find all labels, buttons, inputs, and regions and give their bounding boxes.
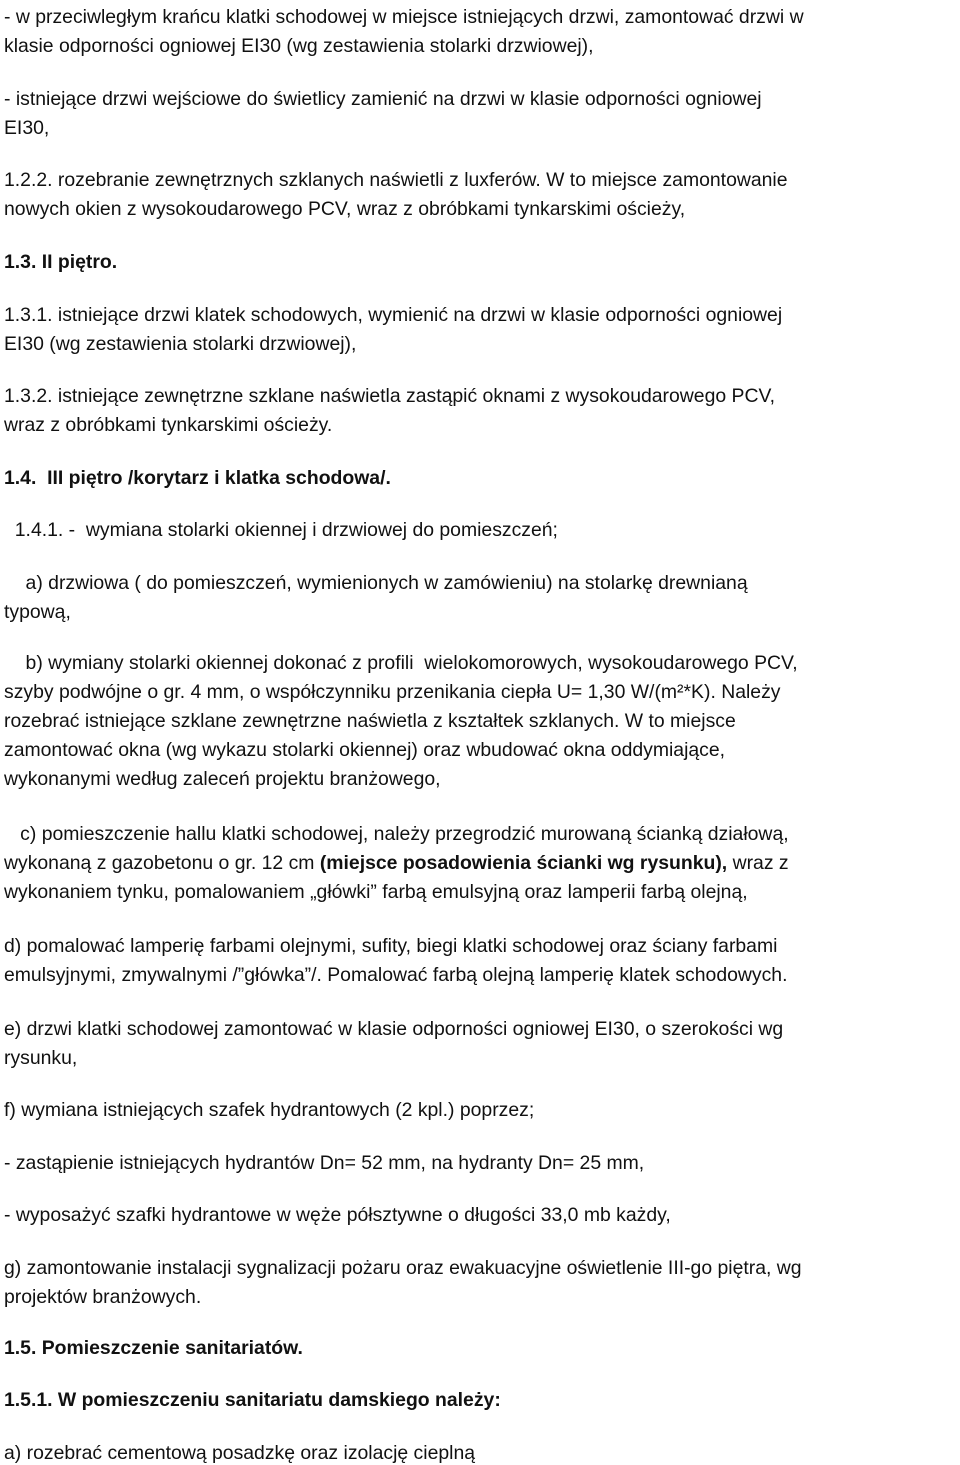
- text-segment: wykonanymi według zaleceń projektu branżowego,: [4, 768, 441, 790]
- text-segment: c) pomieszczenie hallu klatki schodowej, należy przegrodzić murowaną ścianką działową,: [4, 823, 789, 845]
- text-line: [4, 384, 775, 408]
- text-line: [4, 250, 117, 274]
- text-segment: wraz z obróbkami tynkarskimi ościeży.: [4, 414, 333, 436]
- text-line: [4, 1046, 77, 1070]
- text-segment: nowych okien z wysokoudarowego PCV, wraz z obróbkami tynkarskimi ościeży,: [4, 198, 686, 220]
- text-segment: f) wymiana istniejących szafek hydrantowych (2 kpl.) poprzez;: [4, 1099, 535, 1121]
- text-line: [4, 1388, 501, 1412]
- text-line: [4, 332, 356, 356]
- text-line: [4, 851, 789, 875]
- text-segment: - w przeciwległym krańcu klatki schodowej w miejsce istniejących drzwi, zamontować drzwi w: [4, 6, 804, 28]
- text-segment: 1.3.2. istniejące zewnętrzne szklane naświetla zastąpić oknami z wysokoudarowego PCV,: [4, 385, 776, 407]
- text-line: [4, 1285, 201, 1309]
- text-line: [4, 571, 748, 595]
- text-segment: wraz z: [727, 852, 789, 874]
- text-line: [4, 880, 748, 904]
- text-segment: e) drzwi klatki schodowej zamontować w klasie odporności ogniowej EI30, o szerokości wg: [4, 1018, 784, 1040]
- text-segment: emulsyjnymi, zmywalnymi /”główka”/. Pomalować farbą olejną lamperię klatek schodowych.: [4, 964, 788, 986]
- text-segment: d) pomalować lamperię farbami olejnymi, sufity, biegi klatki schodowej oraz ściany farbami: [4, 935, 778, 957]
- text-line: [4, 116, 49, 140]
- text-segment: - wyposażyć szafki hydrantowe w węże półsztywne o długości 33,0 mb każdy,: [4, 1204, 671, 1226]
- text-line: [4, 303, 782, 327]
- text-line: [4, 197, 685, 221]
- text-segment: a) rozebrać cementową posadzkę oraz izolację cieplną: [4, 1442, 476, 1464]
- text-line: [4, 518, 558, 542]
- text-line: [4, 600, 71, 624]
- text-line: [4, 5, 804, 29]
- text-line: [4, 413, 332, 437]
- text-segment: wykonaniem tynku, pomalowaniem „główki” farbą emulsyjną oraz lamperii farbą olejną,: [4, 881, 748, 903]
- text-line: [4, 963, 787, 987]
- text-segment: zamontować okna (wg wykazu stolarki okiennej) oraz wbudować okna oddymiające,: [4, 739, 726, 761]
- text-line: [4, 87, 762, 111]
- text-line: [4, 1336, 303, 1360]
- text-line: [4, 934, 777, 958]
- text-segment: g) zamontowanie instalacji sygnalizacji pożaru oraz ewakuacyjne oświetlenie III-go piętra, wg: [4, 1257, 802, 1279]
- text-segment: szyby podwójne o gr. 4 mm, o współczynniku przenikania ciepła U= 1,30 W/(m²*K). Należy: [4, 681, 781, 703]
- text-segment: EI30,: [4, 117, 50, 139]
- text-segment: b) wymiany stolarki okiennej dokonać z profili wielokomorowych, wysokoudarowego PCV,: [4, 652, 798, 674]
- text-segment: 1.2.2. rozebranie zewnętrznych szklanych naświetli z luxferów. W to miejsce zamontowanie: [4, 169, 788, 191]
- text-line: [4, 168, 788, 192]
- text-segment: - zastąpienie istniejących hydrantów Dn= 52 mm, na hydranty Dn= 25 mm,: [4, 1152, 645, 1174]
- text-segment: typową,: [4, 601, 71, 623]
- text-line: [4, 738, 725, 762]
- text-segment: 1.4.1. - wymiana stolarki okiennej i drzwiowej do pomieszczeń;: [4, 519, 558, 541]
- text-line: [4, 1441, 475, 1465]
- text-segment: a) drzwiowa ( do pomieszczeń, wymienionych w zamówieniu) na stolarkę drewnianą: [4, 572, 748, 594]
- text-segment: 1.3.1. istniejące drzwi klatek schodowych, wymienić na drzwi w klasie odporności ogniowej: [4, 304, 783, 326]
- text-segment: projektów branżowych.: [4, 1286, 202, 1308]
- bold-text: 1.3. II piętro.: [4, 251, 118, 273]
- text-segment: EI30 (wg zestawienia stolarki drzwiowej),: [4, 333, 357, 355]
- text-line: [4, 680, 781, 704]
- text-line: [4, 1203, 671, 1227]
- text-segment: - istniejące drzwi wejściowe do świetlicy zamienić na drzwi w klasie odporności ogniowej: [4, 88, 762, 110]
- text-line: [4, 1017, 783, 1041]
- bold-text: (miejsce posadowienia ścianki wg rysunku),: [319, 852, 728, 874]
- text-line: [4, 1098, 534, 1122]
- text-line: [4, 466, 391, 490]
- text-segment: rysunku,: [4, 1047, 78, 1069]
- text-line: [4, 709, 736, 733]
- text-line: [4, 767, 441, 791]
- text-segment: wykonaną z gazobetonu o gr. 12 cm: [4, 852, 320, 874]
- text-line: [4, 651, 798, 675]
- text-line: [4, 1151, 644, 1175]
- bold-text: 1.5. Pomieszczenie sanitariatów.: [4, 1337, 303, 1359]
- bold-text: 1.5.1. W pomieszczeniu sanitariatu damskiego należy:: [4, 1389, 501, 1411]
- text-segment: klasie odporności ogniowej EI30 (wg zestawienia stolarki drzwiowej),: [4, 35, 594, 57]
- text-line: [4, 34, 594, 58]
- text-line: [4, 822, 789, 846]
- text-line: [4, 1256, 802, 1280]
- bold-text: 1.4. III piętro /korytarz i klatka schodowa/.: [4, 467, 391, 489]
- text-segment: rozebrać istniejące szklane zewnętrzne naświetla z kształtek szklanych. W to miejsce: [4, 710, 736, 732]
